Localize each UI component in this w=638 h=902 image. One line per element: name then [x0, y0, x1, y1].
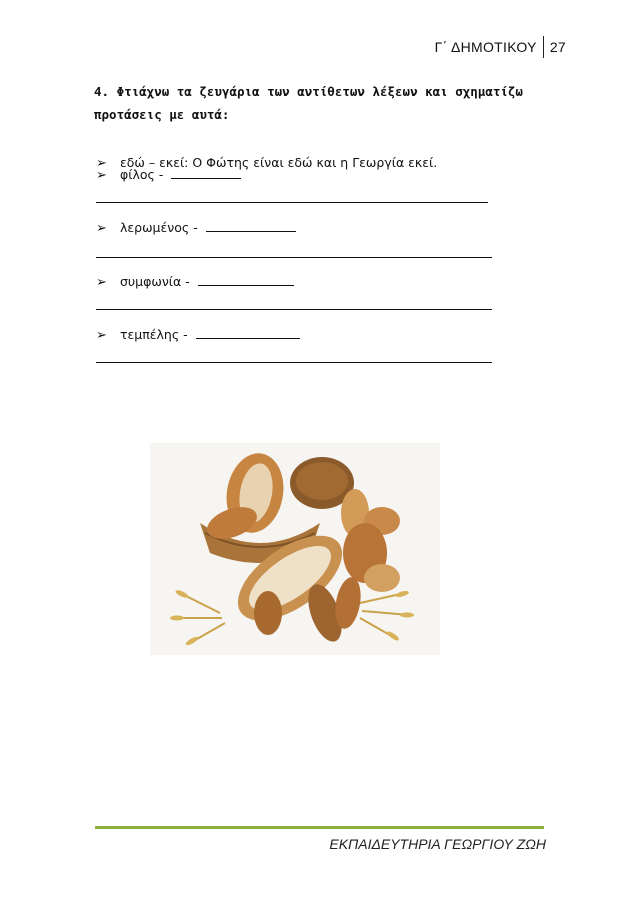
answer-line[interactable]	[96, 202, 488, 203]
answer-line[interactable]	[96, 257, 492, 258]
footer-author: ΕΚΠΑΙΔΕΥΤΗΡΙΑ ΓΕΩΡΓΙΟΥ ΖΩΗ	[329, 836, 546, 852]
arrow-bullet-icon: ➢	[96, 275, 107, 290]
page-header	[435, 36, 566, 58]
exercise-title: 4. Φτιάχνω τα ζευγάρια των αντίθετων λέξεων και σχηματίζω προτάσεις με αυτά:	[94, 84, 523, 122]
answer-blank[interactable]	[206, 219, 296, 232]
arrow-bullet-icon: ➢	[96, 328, 107, 343]
grade-label: Γ΄ ΔΗΜΟΤΙΚΟΥ	[434, 39, 537, 55]
answer-blank[interactable]	[171, 166, 241, 179]
header-divider	[543, 36, 544, 58]
list-item	[96, 166, 241, 183]
list-item	[96, 219, 296, 236]
item-text: συμφωνία -	[120, 274, 190, 289]
list-item	[96, 326, 300, 343]
arrow-bullet-icon: ➢	[96, 221, 107, 236]
answer-line[interactable]	[96, 309, 492, 310]
arrow-bullet-icon: ➢	[96, 168, 107, 183]
item-text: τεμπέλης -	[120, 327, 188, 342]
item-text: λερωμένος -	[120, 220, 198, 235]
answer-blank[interactable]	[196, 326, 300, 339]
footer-accent-bar	[95, 826, 544, 829]
answer-line[interactable]	[96, 362, 492, 363]
list-item	[96, 273, 294, 290]
arrow-bullet-icon: ➢	[96, 156, 107, 171]
item-text: φίλος -	[120, 167, 164, 182]
answer-blank[interactable]	[198, 273, 294, 286]
bread-illustration	[150, 443, 440, 655]
page-number: 27	[549, 39, 566, 55]
bread-basket-image	[150, 443, 440, 655]
item-text: εδώ – εκεί: Ο Φώτης είναι εδώ και η Γεωργία εκεί.	[120, 155, 438, 170]
